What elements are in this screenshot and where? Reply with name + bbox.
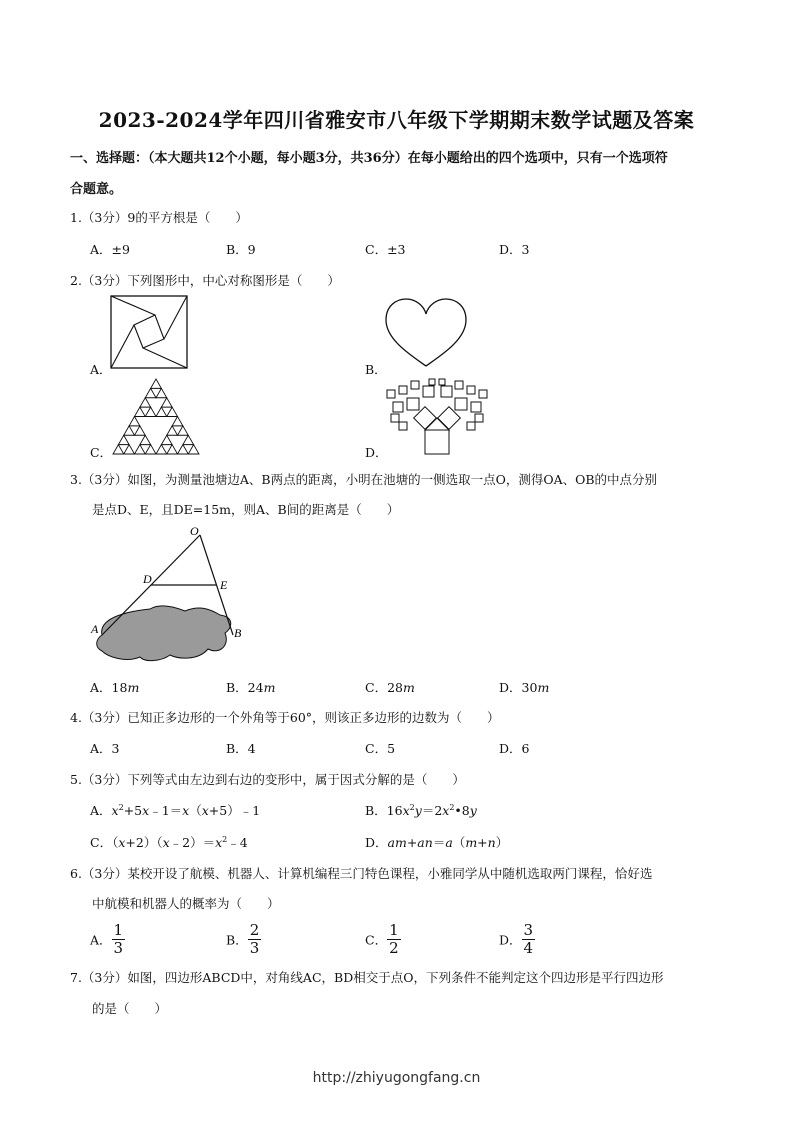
q4-option-d: D．6	[499, 741, 530, 756]
q2-option-c-label: C．	[90, 445, 113, 460]
question-7-stem-line2: 的是（ ）	[92, 1001, 168, 1016]
q1-option-d: D．3	[499, 242, 530, 257]
q2-option-b-label: B．	[365, 362, 387, 377]
fraction: $\frac{3}{4}$	[523, 921, 534, 957]
fraction: $\frac{1}{3}$	[113, 921, 124, 957]
question-5-stem: 5.（3分）下列等式由左边到右边的变形中，属于因式分解的是（ ）	[70, 772, 465, 787]
q5-option-d: D．am+an＝a（m+n）	[365, 835, 509, 850]
q3-label-e: E	[220, 578, 228, 592]
q3-label-a: A	[91, 622, 99, 636]
section-heading-line1: 一、选择题：（本大题共12个小题，每小题3分，共36分）在每小题给出的四个选项中，只有一个选项符	[70, 151, 668, 166]
question-3-stem-line1: 3.（3分）如图，为测量池塘边A、B两点的距离，小明在池塘的一侧选取一点O，测得OA、OB的中点分别	[70, 472, 658, 487]
fraction: $\frac{1}{2}$	[389, 921, 399, 957]
question-6-stem-line1: 6.（3分）某校开设了航模、机器人、计算机编程三门特色课程，小雅同学从中随机选取两门课程，恰好选	[70, 866, 653, 881]
q5-option-c: C．$(x+2)(x﹣2)=x^2﹣4$	[90, 834, 248, 850]
question-2-stem: 2.（3分）下列图形中，中心对称图形是（ ）	[70, 273, 340, 288]
q1-option-c: C．±3	[365, 242, 406, 257]
q3-option-c: C．28m	[365, 680, 415, 695]
footer-url[interactable]: http://zhiyugongfang.cn	[312, 1070, 481, 1086]
q1-option-b: B．9	[226, 242, 256, 257]
question-4-stem: 4.（3分）已知正多边形的一个外角等于60°，则该正多边形的边数为（ ）	[70, 710, 500, 725]
page-title: 2023-2024学年四川省雅安市八年级下学期期末数学试题及答案	[98, 108, 695, 132]
question-7-stem-line1: 7.（3分）如图，四边形ABCD中，对角线AC，BD相交于点O，下列条件不能判定这个四边形是平行四边形	[70, 970, 664, 985]
q6-option-b: B． $\frac{2}{3}$	[226, 921, 260, 957]
q4-option-a: A．3	[90, 741, 120, 756]
section-heading-line2: 合题意。	[70, 182, 123, 197]
q6-option-c: C． $\frac{1}{2}$	[365, 921, 399, 957]
q2-option-a-label: A．	[90, 362, 112, 377]
question-1-stem: 1.（3分）9的平方根是（ ）	[70, 210, 248, 225]
q6-option-d: D． $\frac{3}{4}$	[499, 921, 534, 957]
question-6-stem-line2: 中航模和机器人的概率为（ ）	[92, 896, 280, 911]
q4-option-b: B．4	[226, 741, 256, 756]
q2-figure-d-pythagoras-tree	[385, 378, 490, 456]
q3-label-d: D	[143, 572, 152, 586]
q6-option-a: A． $\frac{1}{3}$	[90, 921, 124, 957]
q2-figure-b-heart	[384, 298, 468, 368]
q3-label-b: B	[234, 626, 242, 640]
q1-option-a: A．±9	[90, 242, 130, 257]
q2-figure-a-square-pinwheel	[110, 295, 190, 371]
q5-option-b: B．$16x^2y=2x^2•8y$	[365, 802, 477, 818]
q2-figure-c-sierpinski-triangle	[112, 378, 202, 456]
question-3-stem-line2: 是点D、E，且DE=15m，则A、B间的距离是（ ）	[92, 502, 400, 517]
q3-label-o: O	[190, 524, 199, 538]
q3-option-d: D．30m	[499, 680, 550, 695]
q4-option-c: C．5	[365, 741, 396, 756]
q3-option-a: A．18m	[90, 680, 140, 695]
q5-option-a: A．$x^2+5x﹣1=x(x+5)﹣1$	[90, 802, 261, 818]
q2-option-d-label: D．	[365, 445, 388, 460]
q3-figure-pond-triangle	[90, 525, 260, 665]
fraction: $\frac{2}{3}$	[249, 921, 260, 957]
q3-option-b: B．24m	[226, 680, 276, 695]
